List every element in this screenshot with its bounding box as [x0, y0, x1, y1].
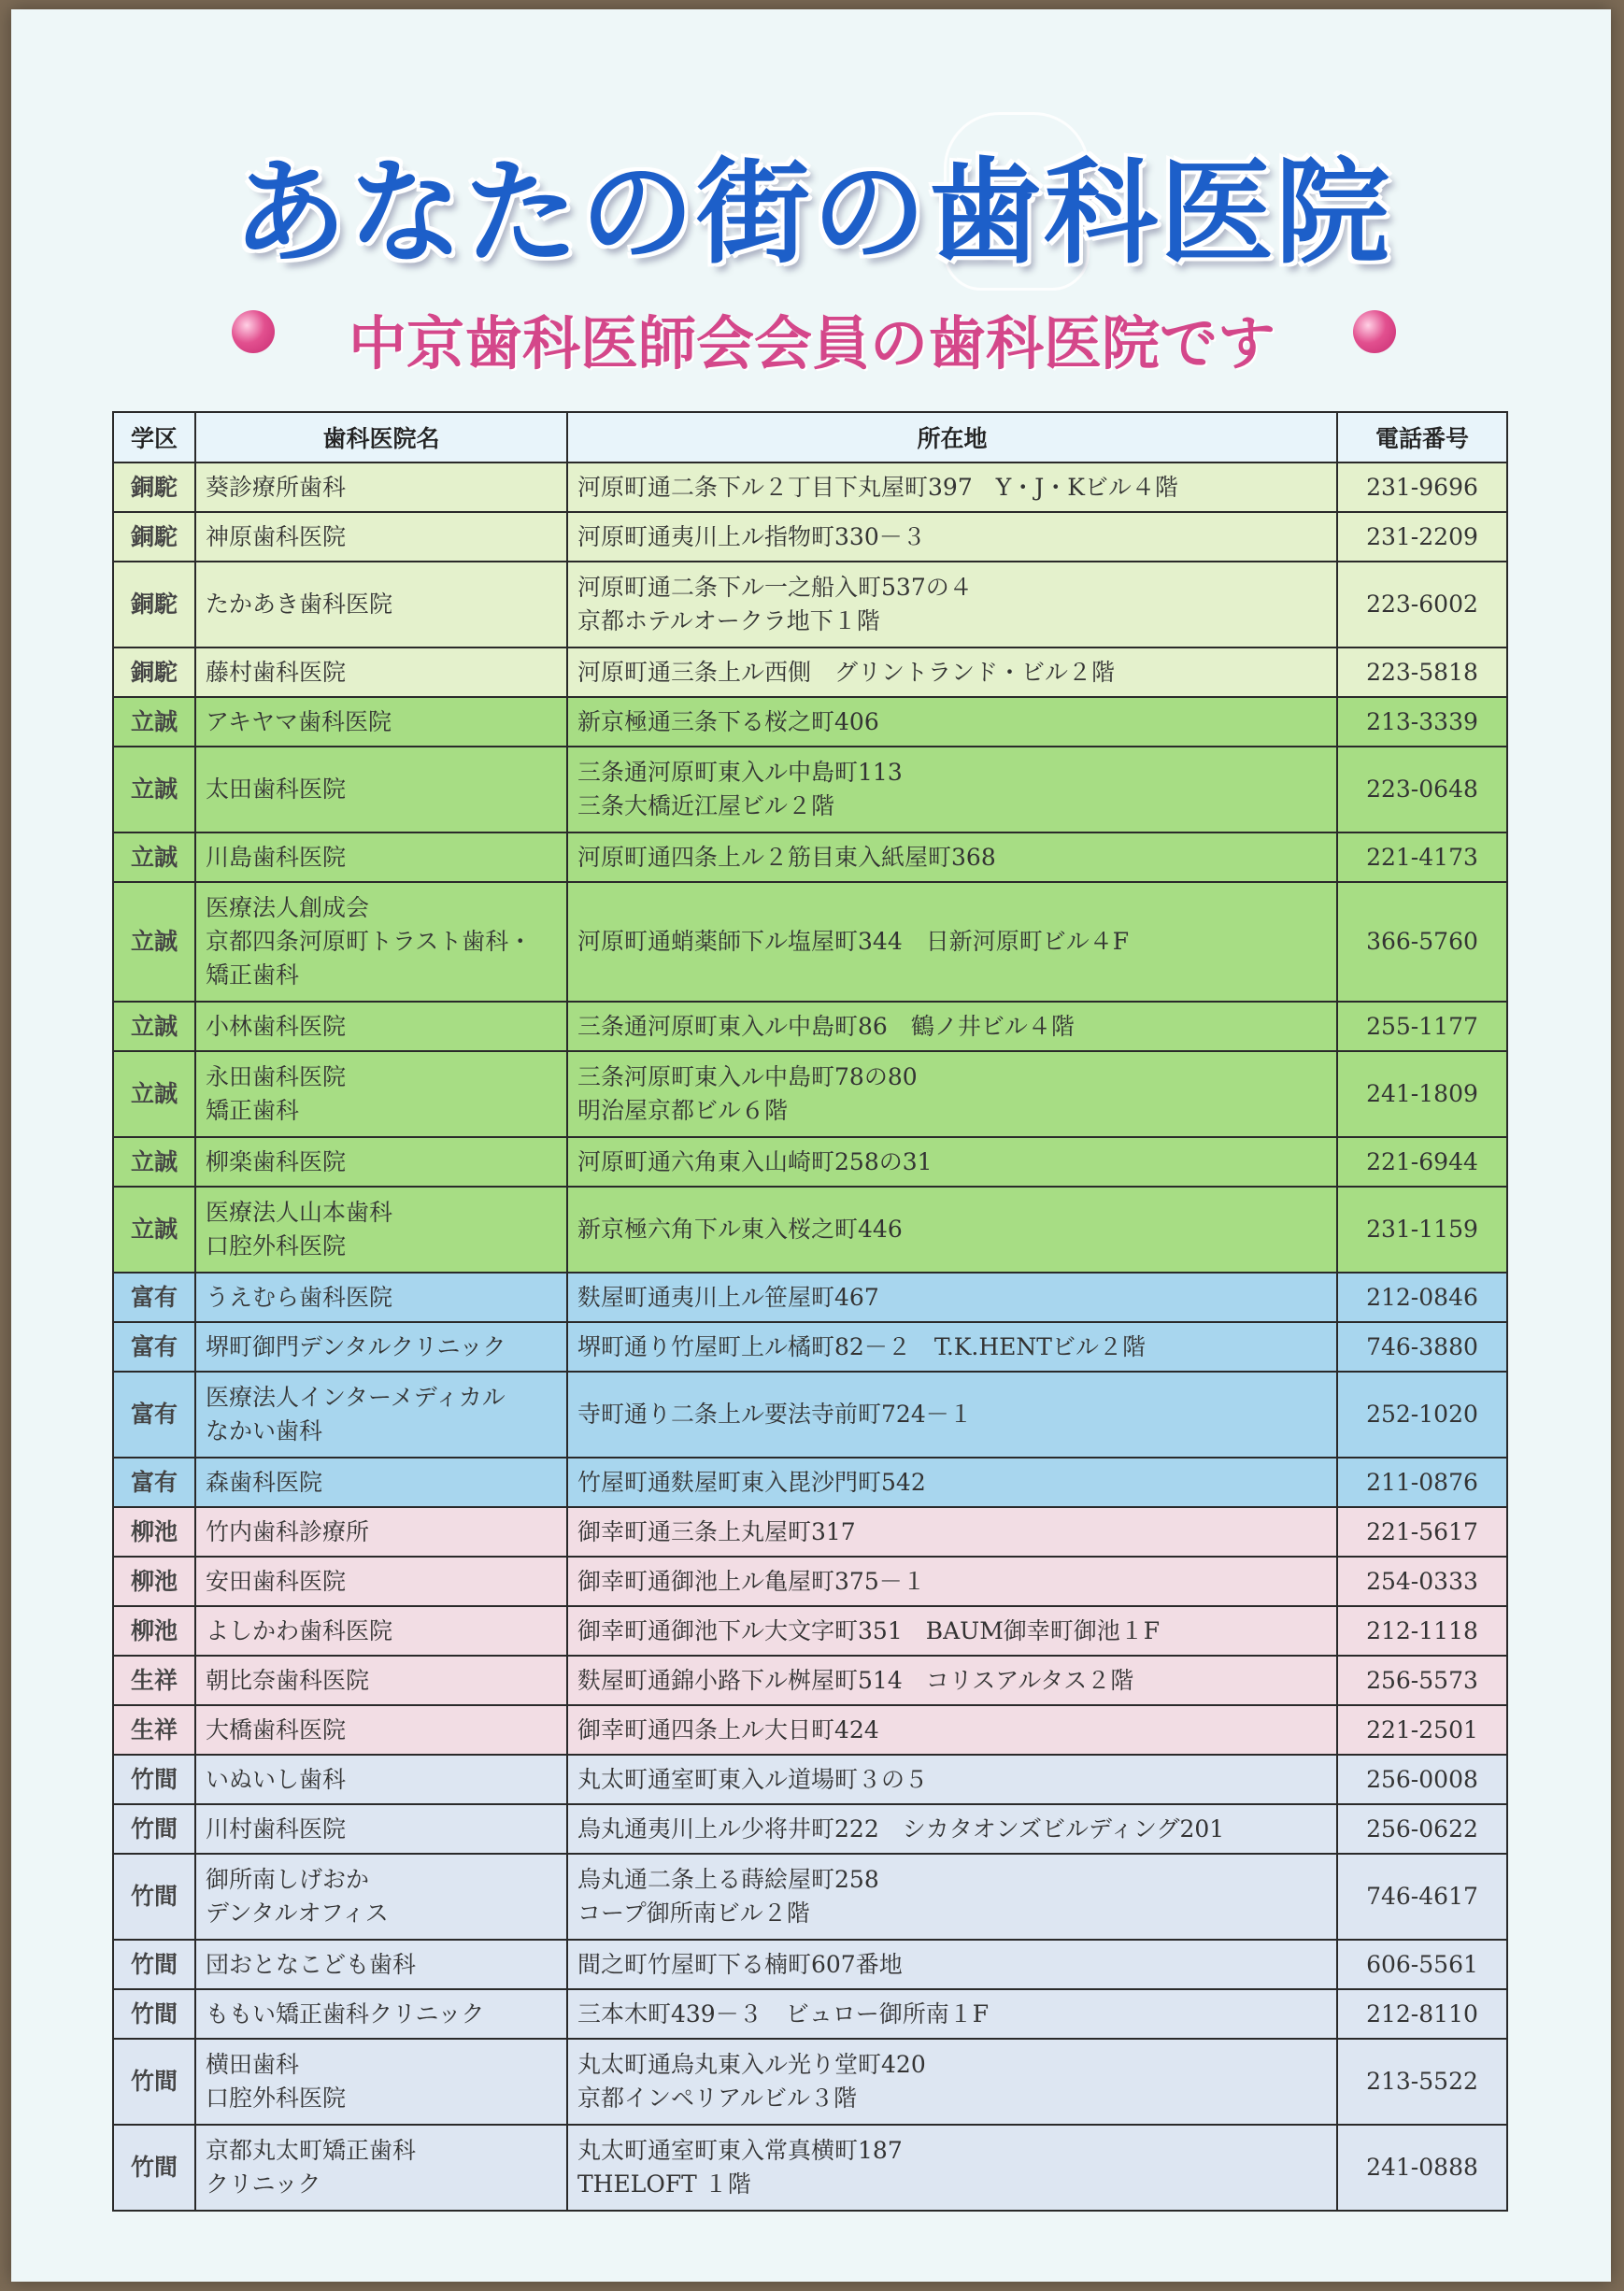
address-cell: 堺町通り竹屋町上ル橘町82－２ T.K.HENTビル２階 [567, 1322, 1337, 1372]
phone-cell: 231-9696 [1337, 462, 1507, 512]
address-cell: 三条通河原町東入ル中島町113 三条大橋近江屋ビル２階 [567, 747, 1337, 832]
district-cell: 立誠 [113, 697, 195, 747]
clinic-table [112, 411, 1508, 2212]
address-cell: 御幸町通四条上ル大日町424 [567, 1705, 1337, 1755]
district-cell: 富有 [113, 1458, 195, 1507]
address-cell: 河原町通四条上ル２筋目東入紙屋町368 [567, 832, 1337, 882]
district-cell: 銅駝 [113, 647, 195, 697]
clinic-name-cell: 医療法人山本歯科 口腔外科医院 [195, 1187, 567, 1273]
address-cell: 新京極通三条下る桜之町406 [567, 697, 1337, 747]
table-row [113, 2039, 1507, 2125]
clinic-name-cell: 川島歯科医院 [195, 832, 567, 882]
address-cell: 丸太町通烏丸東入ル光り堂町420 京都インペリアルビル３階 [567, 2039, 1337, 2125]
phone-cell: 223-5818 [1337, 647, 1507, 697]
phone-cell: 231-1159 [1337, 1187, 1507, 1273]
clinic-name-cell: たかあき歯科医院 [195, 562, 567, 647]
table-row [113, 1507, 1507, 1557]
district-cell: 竹間 [113, 1755, 195, 1804]
district-cell: 竹間 [113, 2125, 195, 2211]
phone-cell: 256-5573 [1337, 1656, 1507, 1705]
phone-cell: 256-0008 [1337, 1755, 1507, 1804]
table-row [113, 1137, 1507, 1187]
district-cell: 生祥 [113, 1705, 195, 1755]
table-row [113, 697, 1507, 747]
clinic-name-cell: 大橋歯科医院 [195, 1705, 567, 1755]
phone-cell: 221-4173 [1337, 832, 1507, 882]
clinic-name-cell: うえむら歯科医院 [195, 1273, 567, 1322]
phone-cell: 256-0622 [1337, 1804, 1507, 1854]
table-row [113, 1187, 1507, 1273]
address-cell: 寺町通り二条上ル要法寺前町724－１ [567, 1372, 1337, 1458]
clinic-name-cell: 朝比奈歯科医院 [195, 1656, 567, 1705]
clinic-name-cell: よしかわ歯科医院 [195, 1606, 567, 1656]
clinic-name-cell: 永田歯科医院 矯正歯科 [195, 1051, 567, 1137]
table-row [113, 647, 1507, 697]
clinic-name-cell: 柳楽歯科医院 [195, 1137, 567, 1187]
table-row [113, 832, 1507, 882]
table-row [113, 747, 1507, 832]
clinic-name-cell: 葵診療所歯科 [195, 462, 567, 512]
district-cell: 立誠 [113, 882, 195, 1002]
clinic-name-cell: 団おとなこども歯科 [195, 1940, 567, 1989]
table-row [113, 1322, 1507, 1372]
district-cell: 竹間 [113, 1804, 195, 1854]
clinic-name-cell: 京都丸太町矯正歯科 クリニック [195, 2125, 567, 2211]
address-cell: 烏丸通夷川上ル少将井町222 シカタオンズビルディング201 [567, 1804, 1337, 1854]
table-row [113, 1606, 1507, 1656]
clinic-name-cell: 横田歯科 口腔外科医院 [195, 2039, 567, 2125]
district-cell: 立誠 [113, 1002, 195, 1051]
phone-cell: 241-0888 [1337, 2125, 1507, 2211]
clinic-name-cell: ももい矯正歯科クリニック [195, 1989, 567, 2039]
page-title: あなたの街の歯科医院 [233, 147, 1391, 279]
clinic-name-cell: 御所南しげおか デンタルオフィス [195, 1854, 567, 1940]
clinic-name-cell: アキヤマ歯科医院 [195, 697, 567, 747]
phone-cell: 254-0333 [1337, 1557, 1507, 1606]
table-row [113, 1002, 1507, 1051]
address-cell: 三本木町439－３ ビュロー御所南１F [567, 1989, 1337, 2039]
phone-cell: 213-3339 [1337, 697, 1507, 747]
table-row [113, 1940, 1507, 1989]
district-cell: 銅駝 [113, 562, 195, 647]
header-district: 学区 [113, 412, 195, 462]
district-cell: 富有 [113, 1273, 195, 1322]
pink-dot-icon [1353, 310, 1396, 353]
district-cell: 竹間 [113, 1854, 195, 1940]
clinic-name-cell: 堺町御門デンタルクリニック [195, 1322, 567, 1372]
table-row [113, 1755, 1507, 1804]
district-cell: 竹間 [113, 2039, 195, 2125]
phone-cell: 746-3880 [1337, 1322, 1507, 1372]
address-cell: 御幸町通三条上丸屋町317 [567, 1507, 1337, 1557]
address-cell: 河原町通二条下ル一之船入町537の４ 京都ホテルオークラ地下１階 [567, 562, 1337, 647]
clinic-name-cell: 神原歯科医院 [195, 512, 567, 562]
address-cell: 麩屋町通錦小路下ル桝屋町514 コリスアルタス２階 [567, 1656, 1337, 1705]
table-row [113, 1854, 1507, 1940]
district-cell: 柳池 [113, 1606, 195, 1656]
table-row [113, 1557, 1507, 1606]
clinic-name-cell: 川村歯科医院 [195, 1804, 567, 1854]
phone-cell: 223-0648 [1337, 747, 1507, 832]
district-cell: 柳池 [113, 1557, 195, 1606]
phone-cell: 252-1020 [1337, 1372, 1507, 1458]
address-cell: 河原町通蛸薬師下ル塩屋町344 日新河原町ビル４F [567, 882, 1337, 1002]
page-subtitle: 中京歯科医師会会員の歯科医院です [348, 309, 1275, 377]
table-row [113, 1273, 1507, 1322]
address-cell: 御幸町通御池上ル亀屋町375－１ [567, 1557, 1337, 1606]
district-cell: 竹間 [113, 1940, 195, 1989]
phone-cell: 231-2209 [1337, 512, 1507, 562]
district-cell: 立誠 [113, 1137, 195, 1187]
address-cell: 河原町通六角東入山崎町258の31 [567, 1137, 1337, 1187]
clinic-name-cell: 医療法人インターメディカル なかい歯科 [195, 1372, 567, 1458]
district-cell: 柳池 [113, 1507, 195, 1557]
phone-cell: 212-0846 [1337, 1273, 1507, 1322]
table-row [113, 2125, 1507, 2211]
phone-cell: 213-5522 [1337, 2039, 1507, 2125]
clinic-name-cell: 小林歯科医院 [195, 1002, 567, 1051]
district-cell: 立誠 [113, 1187, 195, 1273]
header-address: 所在地 [567, 412, 1337, 462]
address-cell: 三条河原町東入ル中島町78の80 明治屋京都ビル６階 [567, 1051, 1337, 1137]
phone-cell: 221-6944 [1337, 1137, 1507, 1187]
phone-cell: 211-0876 [1337, 1458, 1507, 1507]
district-cell: 富有 [113, 1372, 195, 1458]
district-cell: 立誠 [113, 832, 195, 882]
table-row [113, 882, 1507, 1002]
address-cell: 烏丸通二条上る蒔絵屋町258 コープ御所南ビル２階 [567, 1854, 1337, 1940]
header-clinic-name: 歯科医院名 [195, 412, 567, 462]
address-cell: 竹屋町通麩屋町東入毘沙門町542 [567, 1458, 1337, 1507]
address-cell: 三条通河原町東入ル中島町86 鶴ノ井ビル４階 [567, 1002, 1337, 1051]
table-row [113, 462, 1507, 512]
district-cell: 生祥 [113, 1656, 195, 1705]
address-cell: 河原町通三条上ル西側 グリントランド・ビル２階 [567, 647, 1337, 697]
phone-cell: 221-5617 [1337, 1507, 1507, 1557]
address-cell: 河原町通二条下ル２丁目下丸屋町397 Y・J・Kビル４階 [567, 462, 1337, 512]
table-row [113, 1705, 1507, 1755]
district-cell: 銅駝 [113, 512, 195, 562]
phone-cell: 223-6002 [1337, 562, 1507, 647]
phone-cell: 212-1118 [1337, 1606, 1507, 1656]
subtitle-banner [0, 297, 1624, 377]
table-row [113, 562, 1507, 647]
table-row [113, 1051, 1507, 1137]
district-cell: 富有 [113, 1322, 195, 1372]
address-cell: 間之町竹屋町下る楠町607番地 [567, 1940, 1337, 1989]
table-row [113, 1372, 1507, 1458]
clinic-name-cell: 藤村歯科医院 [195, 647, 567, 697]
address-cell: 御幸町通御池下ル大文字町351 BAUM御幸町御池１F [567, 1606, 1337, 1656]
phone-cell: 241-1809 [1337, 1051, 1507, 1137]
phone-cell: 221-2501 [1337, 1705, 1507, 1755]
phone-cell: 366-5760 [1337, 882, 1507, 1002]
clinic-name-cell: 医療法人創成会 京都四条河原町トラスト歯科・ 矯正歯科 [195, 882, 567, 1002]
clinic-name-cell: 安田歯科医院 [195, 1557, 567, 1606]
district-cell: 立誠 [113, 1051, 195, 1137]
address-cell: 麩屋町通夷川上ル笹屋町467 [567, 1273, 1337, 1322]
clinic-name-cell: 竹内歯科診療所 [195, 1507, 567, 1557]
district-cell: 竹間 [113, 1989, 195, 2039]
table-row [113, 512, 1507, 562]
table-row [113, 1656, 1507, 1705]
table-row [113, 1458, 1507, 1507]
clinic-name-cell: いぬいし歯科 [195, 1755, 567, 1804]
table-row [113, 1804, 1507, 1854]
phone-cell: 746-4617 [1337, 1854, 1507, 1940]
address-cell: 丸太町通室町東入ル道場町３の５ [567, 1755, 1337, 1804]
phone-cell: 212-8110 [1337, 1989, 1507, 2039]
table-header-row [113, 412, 1507, 462]
phone-cell: 255-1177 [1337, 1002, 1507, 1051]
table-row [113, 1989, 1507, 2039]
address-cell: 河原町通夷川上ル指物町330－３ [567, 512, 1337, 562]
district-cell: 銅駝 [113, 462, 195, 512]
address-cell: 新京極六角下ル東入桜之町446 [567, 1187, 1337, 1273]
clinic-name-cell: 森歯科医院 [195, 1458, 567, 1507]
address-cell: 丸太町通室町東入常真横町187 THELOFT １階 [567, 2125, 1337, 2211]
clinic-name-cell: 太田歯科医院 [195, 747, 567, 832]
district-cell: 立誠 [113, 747, 195, 832]
header-phone: 電話番号 [1337, 412, 1507, 462]
phone-cell: 606-5561 [1337, 1940, 1507, 1989]
